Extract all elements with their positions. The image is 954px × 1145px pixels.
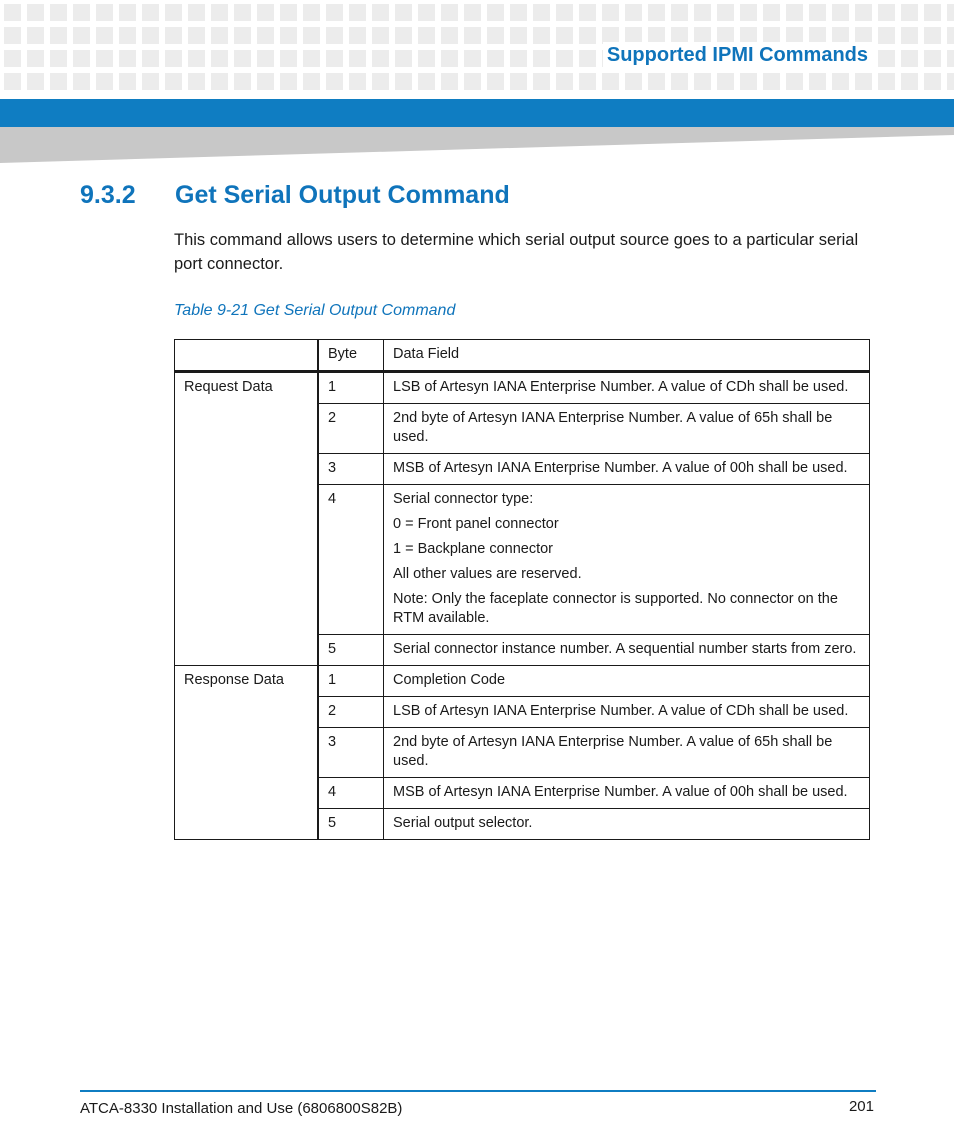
grid-square bbox=[211, 4, 228, 21]
grid-square bbox=[280, 73, 297, 90]
header-cell-data-field: Data Field bbox=[384, 340, 870, 372]
grid-square bbox=[556, 4, 573, 21]
grid-square bbox=[119, 27, 136, 44]
grid-square bbox=[372, 27, 389, 44]
grid-square bbox=[671, 4, 688, 21]
grid-square bbox=[349, 73, 366, 90]
grid-square bbox=[395, 27, 412, 44]
grid-square bbox=[648, 4, 665, 21]
grid-square bbox=[487, 73, 504, 90]
grid-square bbox=[326, 27, 343, 44]
grid-square bbox=[533, 27, 550, 44]
data-field-line: Completion Code bbox=[393, 672, 506, 688]
grid-square bbox=[901, 4, 918, 21]
grid-square bbox=[786, 73, 803, 90]
grid-square bbox=[763, 4, 780, 21]
byte-cell: 3 bbox=[318, 728, 384, 778]
header-blue-band bbox=[0, 99, 954, 127]
data-field-line: Serial connector instance number. A sequential number starts from zero. bbox=[393, 641, 857, 657]
header-cell-byte: Byte bbox=[318, 340, 384, 372]
grid-square bbox=[395, 4, 412, 21]
data-field-cell bbox=[384, 635, 870, 666]
grid-square bbox=[878, 73, 895, 90]
grid-square bbox=[947, 27, 954, 44]
grid-square bbox=[579, 27, 596, 44]
serial-output-command-table bbox=[174, 339, 870, 840]
grid-square bbox=[165, 4, 182, 21]
data-field-line: Note: Only the faceplate connector is supported. No connector on the RTM available. bbox=[393, 591, 838, 626]
grid-square bbox=[694, 73, 711, 90]
grid-square bbox=[418, 50, 435, 67]
footer-document-title: ATCA-8330 Installation and Use (6806800S82B) bbox=[80, 1100, 403, 1117]
data-field-line: LSB of Artesyn IANA Enterprise Number. A value of CDh shall be used. bbox=[393, 379, 849, 395]
grid-square bbox=[211, 27, 228, 44]
grid-square bbox=[395, 50, 412, 67]
grid-square bbox=[119, 50, 136, 67]
grid-square bbox=[303, 50, 320, 67]
data-field-line: LSB of Artesyn IANA Enterprise Number. A value of CDh shall be used. bbox=[393, 703, 849, 719]
data-field-cell bbox=[384, 728, 870, 778]
data-field-cell bbox=[384, 697, 870, 728]
grid-square bbox=[648, 73, 665, 90]
grid-square bbox=[487, 4, 504, 21]
grid-square bbox=[625, 4, 642, 21]
byte-cell: 1 bbox=[318, 372, 384, 404]
grid-square bbox=[533, 73, 550, 90]
grid-square bbox=[119, 4, 136, 21]
grid-square bbox=[533, 50, 550, 67]
section-heading bbox=[80, 181, 510, 210]
grid-square bbox=[464, 27, 481, 44]
grid-square bbox=[50, 27, 67, 44]
grid-square bbox=[924, 4, 941, 21]
grid-square bbox=[924, 73, 941, 90]
grid-square bbox=[372, 50, 389, 67]
grid-square bbox=[579, 50, 596, 67]
grid-square bbox=[855, 4, 872, 21]
grid-square bbox=[27, 27, 44, 44]
data-field-line: All other values are reserved. bbox=[393, 566, 582, 582]
grid-square bbox=[73, 4, 90, 21]
grid-square bbox=[142, 27, 159, 44]
grid-square bbox=[786, 4, 803, 21]
grid-square bbox=[602, 73, 619, 90]
grid-square bbox=[280, 4, 297, 21]
grid-square bbox=[96, 50, 113, 67]
grid-square bbox=[533, 4, 550, 21]
grid-square bbox=[464, 50, 481, 67]
grid-square bbox=[510, 50, 527, 67]
grid-square bbox=[418, 4, 435, 21]
grid-square bbox=[740, 73, 757, 90]
grid-square bbox=[832, 73, 849, 90]
intro-paragraph: This command allows users to determine which serial output source goes to a particular serial port connector. bbox=[174, 231, 859, 273]
grid-square bbox=[142, 4, 159, 21]
grid-square bbox=[671, 73, 688, 90]
header-gray-wedge bbox=[0, 127, 954, 163]
grid-square bbox=[326, 50, 343, 67]
grid-square bbox=[717, 4, 734, 21]
data-field-line: 2nd byte of Artesyn IANA Enterprise Number. A value of 65h shall be used. bbox=[393, 410, 833, 445]
grid-square bbox=[50, 73, 67, 90]
grid-square bbox=[280, 27, 297, 44]
data-field-line: MSB of Artesyn IANA Enterprise Number. A value of 00h shall be used. bbox=[393, 460, 848, 476]
grid-square bbox=[947, 50, 954, 67]
grid-square bbox=[27, 73, 44, 90]
byte-cell: 2 bbox=[318, 404, 384, 454]
grid-square bbox=[188, 27, 205, 44]
grid-square bbox=[96, 73, 113, 90]
grid-square bbox=[441, 4, 458, 21]
grid-square bbox=[211, 73, 228, 90]
grid-square bbox=[96, 27, 113, 44]
data-field-cell bbox=[384, 372, 870, 404]
grid-square bbox=[579, 73, 596, 90]
grid-square bbox=[257, 27, 274, 44]
footer-page-number: 201 bbox=[848, 1098, 874, 1115]
grid-square bbox=[556, 27, 573, 44]
grid-square bbox=[349, 4, 366, 21]
data-field-line: 0 = Front panel connector bbox=[393, 516, 559, 532]
grid-square bbox=[602, 4, 619, 21]
data-field-cell bbox=[384, 666, 870, 697]
grid-square bbox=[901, 73, 918, 90]
table-header-row bbox=[175, 340, 870, 372]
grid-square bbox=[50, 4, 67, 21]
grid-square bbox=[901, 50, 918, 67]
header-cell-group bbox=[175, 340, 319, 372]
grid-square bbox=[809, 4, 826, 21]
grid-square bbox=[487, 50, 504, 67]
grid-square bbox=[27, 50, 44, 67]
data-field-line: Serial output selector. bbox=[393, 815, 533, 831]
grid-square bbox=[165, 27, 182, 44]
grid-square bbox=[234, 73, 251, 90]
grid-square bbox=[280, 50, 297, 67]
byte-cell: 3 bbox=[318, 454, 384, 485]
grid-square bbox=[188, 4, 205, 21]
byte-cell: 4 bbox=[318, 778, 384, 809]
data-field-line: MSB of Artesyn IANA Enterprise Number. A value of 00h shall be used. bbox=[393, 784, 848, 800]
grid-square bbox=[73, 50, 90, 67]
footer-rule bbox=[80, 1090, 876, 1092]
grid-square bbox=[119, 73, 136, 90]
byte-cell: 4 bbox=[318, 485, 384, 635]
table-caption: Table 9-21 Get Serial Output Command bbox=[174, 302, 456, 319]
grid-square bbox=[326, 73, 343, 90]
grid-square bbox=[4, 27, 21, 44]
data-field-cell bbox=[384, 404, 870, 454]
grid-square bbox=[556, 73, 573, 90]
grid-square bbox=[395, 73, 412, 90]
grid-square bbox=[487, 27, 504, 44]
grid-square bbox=[165, 50, 182, 67]
grid-square bbox=[878, 27, 895, 44]
byte-cell: 5 bbox=[318, 635, 384, 666]
data-field-line: 2nd byte of Artesyn IANA Enterprise Number. A value of 65h shall be used. bbox=[393, 734, 833, 769]
grid-square bbox=[349, 50, 366, 67]
table-row bbox=[175, 666, 870, 697]
grid-square bbox=[188, 73, 205, 90]
grid-square bbox=[349, 27, 366, 44]
section-title: Get Serial Output Command bbox=[175, 181, 510, 209]
group-label-cell: Request Data bbox=[175, 372, 319, 666]
grid-square bbox=[763, 73, 780, 90]
table-row bbox=[175, 372, 870, 404]
grid-square bbox=[326, 4, 343, 21]
grid-square bbox=[4, 73, 21, 90]
section-number: 9.3.2 bbox=[80, 181, 136, 209]
grid-square bbox=[142, 50, 159, 67]
grid-square bbox=[924, 27, 941, 44]
grid-square bbox=[372, 73, 389, 90]
grid-square bbox=[441, 27, 458, 44]
grid-square bbox=[924, 50, 941, 67]
grid-square bbox=[257, 50, 274, 67]
running-header-title: Supported IPMI Commands bbox=[603, 42, 872, 69]
grid-square bbox=[211, 50, 228, 67]
grid-square bbox=[625, 73, 642, 90]
grid-square bbox=[4, 4, 21, 21]
grid-square bbox=[878, 50, 895, 67]
grid-square bbox=[303, 4, 320, 21]
data-field-cell bbox=[384, 485, 870, 635]
grid-square bbox=[372, 4, 389, 21]
grid-square bbox=[303, 27, 320, 44]
grid-square bbox=[510, 73, 527, 90]
grid-square bbox=[947, 73, 954, 90]
grid-square bbox=[50, 50, 67, 67]
grid-square bbox=[257, 4, 274, 21]
grid-square bbox=[464, 4, 481, 21]
grid-square bbox=[73, 73, 90, 90]
grid-square bbox=[694, 4, 711, 21]
group-label-cell: Response Data bbox=[175, 666, 319, 840]
grid-square bbox=[510, 27, 527, 44]
grid-square bbox=[303, 73, 320, 90]
data-field-cell bbox=[384, 454, 870, 485]
grid-square bbox=[901, 27, 918, 44]
grid-square bbox=[855, 73, 872, 90]
data-field-line: Serial connector type: bbox=[393, 491, 534, 507]
grid-square bbox=[740, 4, 757, 21]
grid-square bbox=[165, 73, 182, 90]
byte-cell: 2 bbox=[318, 697, 384, 728]
grid-square bbox=[579, 4, 596, 21]
grid-square bbox=[947, 4, 954, 21]
data-field-cell bbox=[384, 778, 870, 809]
grid-square bbox=[27, 4, 44, 21]
data-field-cell bbox=[384, 809, 870, 840]
grid-square bbox=[441, 50, 458, 67]
data-field-line: 1 = Backplane connector bbox=[393, 541, 554, 557]
grid-square bbox=[142, 73, 159, 90]
byte-cell: 1 bbox=[318, 666, 384, 697]
grid-square bbox=[832, 4, 849, 21]
grid-square bbox=[556, 50, 573, 67]
grid-square bbox=[809, 73, 826, 90]
grid-square bbox=[418, 27, 435, 44]
grid-square bbox=[878, 4, 895, 21]
grid-square bbox=[96, 4, 113, 21]
grid-square bbox=[188, 50, 205, 67]
grid-square bbox=[717, 73, 734, 90]
grid-square bbox=[464, 73, 481, 90]
grid-square bbox=[441, 73, 458, 90]
grid-square bbox=[234, 50, 251, 67]
grid-square bbox=[257, 73, 274, 90]
grid-square bbox=[234, 4, 251, 21]
grid-square bbox=[510, 4, 527, 21]
grid-square bbox=[73, 27, 90, 44]
byte-cell: 5 bbox=[318, 809, 384, 840]
grid-square bbox=[234, 27, 251, 44]
grid-square bbox=[4, 50, 21, 67]
grid-square bbox=[418, 73, 435, 90]
